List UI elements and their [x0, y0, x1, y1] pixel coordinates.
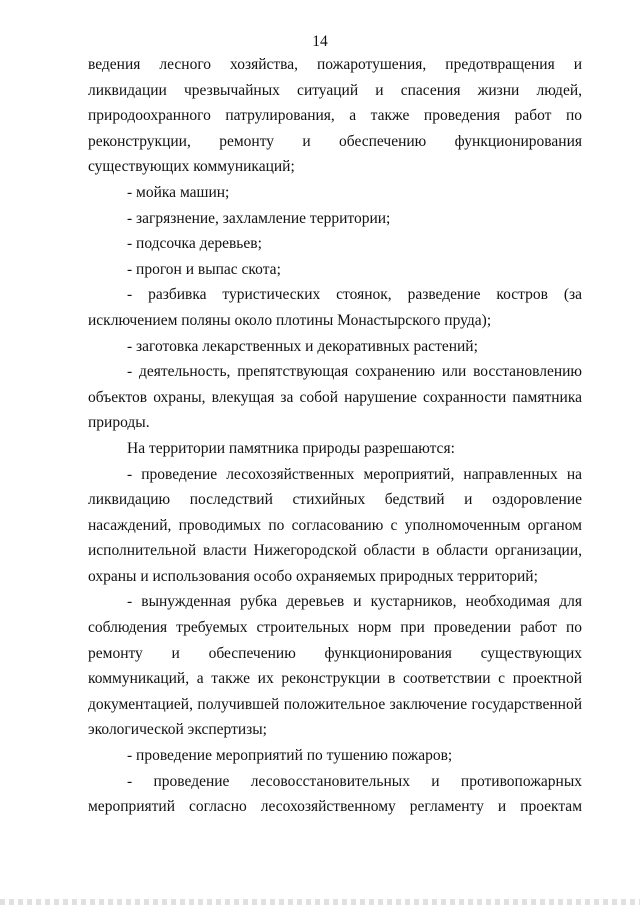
list-item: - прогон и выпас скота;: [127, 260, 281, 278]
list-item: - мойка машин;: [127, 183, 230, 201]
document-body: [88, 52, 582, 820]
list-item: - проведение лесохозяйственных мероприятий, направленных на ликвидацию последствий стихийных бедствий и оздоровление насаждений, проводимых по согласованию с уполномоченным органом исполнительной власти Нижегородской области в области организации, охраны и использования особо охраняемых природных территорий;: [88, 465, 582, 585]
list-item: - подсочка деревьев;: [127, 235, 262, 253]
paragraph-continuation: ведения лесного хозяйства, пожаротушения, предотвращения и ликвидации чрезвычайных ситуаций и спасения жизни людей, природоохранного патрулирования, а также проведения работ по реконструкции, ремонту и обеспечению функционирования существующих коммуникаций;: [88, 56, 582, 176]
section-heading-permitted: На территории памятника природы разрешаются:: [127, 439, 455, 457]
list-item: - вынужденная рубка деревьев и кустарников, необходимая для соблюдения требуемых строительных норм при проведении работ по ремонту и обеспечению функционирования существующих коммуникаций, а также их реконструкции в соответствии с проектной документацией, получившей положительное заключение государственной экологической экспертизы;: [88, 593, 582, 739]
list-item: - заготовка лекарственных и декоративных растений;: [127, 337, 478, 355]
list-item: - проведение мероприятий по тушению пожаров;: [127, 747, 453, 765]
list-item: - загрязнение, захламление территории;: [127, 209, 391, 227]
scan-edge-artifact: [0, 899, 640, 905]
list-item: - деятельность, препятствующая сохранению или восстановлению объектов охраны, влекущая за собой нарушение сохранности памятника природы.: [88, 363, 582, 432]
list-item: - проведение лесовосстановительных и противопожарных мероприятий согласно лесохозяйственному регламенту и проектам: [88, 772, 582, 816]
list-item: - разбивка туристических стоянок, разведение костров (за исключением поляны около плотины Монастырского пруда);: [88, 286, 582, 329]
page-number: 14: [312, 33, 328, 50]
